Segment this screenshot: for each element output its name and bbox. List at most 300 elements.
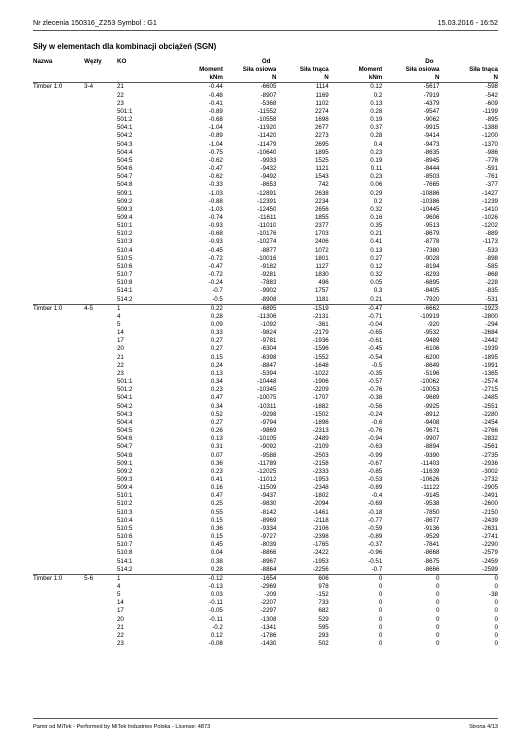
cell-do-moment: -0.76 (368, 427, 383, 435)
cell-wezly (84, 255, 117, 263)
cell-do-sila-tnaca: 0 (494, 615, 498, 623)
cell-do-moment: 0.21 (370, 230, 383, 238)
table-row (33, 492, 498, 500)
cell-do-sila-osiowa: 0 (436, 599, 440, 607)
table-row (33, 500, 498, 508)
cell-wezly (84, 108, 117, 116)
cell-od-sila-osiowa: -1341 (260, 623, 277, 631)
cell-do-moment: 0 (378, 615, 383, 623)
cell-ko: 510:2 (116, 500, 133, 508)
cell-nazwa (33, 533, 84, 541)
cell-od-sila-tnaca: 2695 (314, 140, 329, 148)
table-row (33, 165, 498, 173)
cell-nazwa (33, 149, 84, 157)
cell-od-moment: 0.27 (210, 337, 223, 345)
cell-nazwa (33, 411, 84, 419)
cell-wezly (84, 321, 117, 329)
cell-do-sila-tnaca: -542 (485, 91, 498, 99)
cell-wezly (84, 132, 117, 140)
cell-do-sila-osiowa: -8405 (423, 287, 440, 295)
cell-nazwa (33, 247, 84, 255)
cell-wezly (84, 296, 117, 305)
cell-od-moment: -0.62 (208, 156, 223, 164)
cell-nazwa (33, 92, 84, 100)
cell-do-moment: -0.4 (371, 492, 383, 500)
table-row (33, 247, 498, 255)
cell-wezly (84, 100, 117, 108)
cell-od-sila-osiowa: -8653 (260, 181, 277, 189)
cell-od-sila-tnaca: -1765 (312, 541, 329, 549)
cell-do-moment: -0.38 (368, 394, 383, 402)
cell-od-sila-osiowa: -9781 (260, 337, 277, 345)
cell-wezly (84, 500, 117, 508)
cell-do-sila-tnaca: -2491 (482, 492, 498, 500)
cell-nazwa (33, 165, 84, 173)
col-od: Od (261, 58, 271, 65)
cell-do-moment: 0.23 (370, 173, 383, 181)
cell-do-moment: 0.37 (370, 124, 383, 132)
cell-wezly (84, 460, 117, 468)
cell-do-sila-tnaca: 0 (494, 583, 498, 590)
cell-do-moment: 0 (378, 599, 383, 607)
cell-wezly (84, 640, 117, 648)
cell-do-moment: -0.7 (371, 565, 383, 573)
cell-od-sila-osiowa: -6304 (260, 345, 277, 353)
cell-od-sila-tnaca: -2333 (312, 467, 329, 475)
cell-wezly (84, 238, 117, 246)
col-wezly: Węzły (84, 58, 102, 65)
table-row (33, 427, 498, 435)
cell-od-moment: -1.03 (208, 205, 223, 213)
cell-ko: 504:1 (116, 124, 133, 132)
unit-od-moment: kNm (209, 74, 223, 82)
cell-do-sila-osiowa: -10062 (420, 378, 440, 386)
cell-do-moment: 0.12 (370, 83, 383, 91)
cell-od-sila-osiowa: -10075 (257, 394, 277, 402)
cell-od-moment: 0.28 (210, 312, 223, 320)
cell-od-sila-tnaca: -2106 (312, 524, 329, 532)
table-row (33, 607, 498, 615)
cell-od-moment: 0.04 (210, 549, 223, 557)
unit-do-sila-tnaca: N (493, 74, 498, 82)
cell-od-sila-tnaca: 1801 (314, 254, 329, 262)
cell-od-sila-tnaca: -2209 (312, 386, 329, 394)
cell-wezly (84, 452, 117, 460)
cell-od-sila-osiowa: -7883 (260, 279, 277, 287)
cell-od-sila-osiowa: -8969 (260, 516, 277, 524)
cell-nazwa (33, 616, 84, 624)
cell-od-sila-tnaca: -1707 (312, 394, 329, 402)
cell-do-sila-tnaca: -533 (485, 246, 498, 254)
cell-wezly (84, 157, 117, 165)
table-row (33, 132, 498, 140)
cell-wezly (84, 370, 117, 378)
cell-do-sila-osiowa: 0 (436, 640, 440, 648)
cell-od-moment: 0.15 (210, 516, 223, 524)
cell-do-sila-tnaca: -1199 (482, 107, 498, 115)
cell-do-sila-osiowa: -9689 (423, 394, 440, 402)
cell-do-sila-tnaca: -1895 (482, 353, 498, 361)
cell-do-sila-osiowa: -10053 (420, 386, 440, 394)
cell-od-sila-osiowa: -1654 (260, 574, 277, 582)
cell-od-moment: -0.11 (209, 615, 223, 623)
cell-nazwa (33, 124, 84, 132)
cell-ko: 23 (116, 99, 124, 107)
cell-nazwa (33, 141, 84, 149)
col-nazwa: Nazwa (33, 58, 53, 65)
cell-do-sila-tnaca: -1202 (482, 222, 498, 230)
table-row (33, 116, 498, 124)
cell-ko: 504:4 (116, 148, 133, 156)
cell-od-moment: -0.74 (208, 213, 223, 221)
table-row (33, 533, 498, 541)
table-row (33, 279, 498, 287)
cell-do-sila-osiowa: -7850 (423, 508, 440, 516)
cell-do-sila-osiowa: -11122 (421, 484, 440, 492)
page-header (33, 18, 498, 27)
cell-od-sila-osiowa: -9298 (260, 410, 277, 418)
cell-ko: 504:8 (116, 181, 133, 189)
cell-od-moment: 0.47 (210, 394, 223, 402)
cell-od-moment: -0.93 (208, 238, 223, 246)
cell-od-sila-tnaca: -2503 (312, 451, 329, 459)
table-row (33, 386, 498, 394)
cell-do-moment: 0 (378, 631, 383, 639)
cell-do-sila-tnaca: -1173 (482, 238, 498, 246)
cell-od-sila-osiowa: -8967 (260, 557, 277, 565)
cell-do-sila-osiowa: -9529 (423, 533, 440, 541)
cell-do-sila-tnaca: -835 (485, 287, 498, 295)
cell-do-moment: 0.29 (370, 189, 383, 197)
cell-wezly (84, 492, 117, 500)
cell-do-moment: -0.24 (368, 410, 383, 418)
cell-do-sila-osiowa: -9907 (423, 435, 440, 443)
cell-do-sila-osiowa: -920 (427, 321, 440, 328)
cell-od-moment: 0.13 (210, 435, 223, 443)
cell-ko: 14 (116, 329, 124, 337)
cell-do-sila-osiowa: -10919 (420, 312, 440, 320)
cell-ko: 501:1 (116, 107, 133, 115)
cell-od-sila-tnaca: 2274 (314, 107, 329, 115)
cell-ko: 514:2 (116, 295, 133, 303)
cell-od-sila-tnaca: 2638 (314, 189, 329, 197)
cell-od-sila-osiowa: -8866 (260, 549, 277, 557)
cell-do-sila-tnaca: -377 (485, 181, 498, 189)
cell-od-moment: -0.2 (212, 623, 223, 631)
cell-do-sila-osiowa: -10626 (420, 475, 440, 483)
cell-od-sila-tnaca: 1121 (315, 165, 329, 173)
cell-do-sila-osiowa: -4379 (423, 99, 440, 107)
cell-do-moment: 0.2 (373, 197, 383, 205)
cell-od-sila-osiowa: -11509 (257, 484, 277, 492)
forces-table-container (33, 58, 498, 648)
cell-do-sila-tnaca: -1939 (482, 345, 498, 353)
cell-od-sila-osiowa: -9794 (260, 418, 277, 426)
cell-od-sila-osiowa: -11012 (257, 475, 277, 483)
cell-do-sila-tnaca: -1370 (482, 140, 498, 148)
cell-od-moment: -0.72 (208, 254, 223, 262)
unit-do-sila-osiowa: N (435, 74, 440, 82)
cell-od-sila-tnaca: 2656 (314, 205, 329, 213)
cell-od-sila-osiowa: -9588 (260, 451, 277, 459)
cell-do-moment: -0.69 (368, 500, 383, 508)
table-row (33, 616, 498, 624)
cell-od-sila-osiowa: -5394 (260, 369, 277, 377)
cell-od-sila-osiowa: -2207 (260, 599, 277, 607)
table-row (33, 329, 498, 337)
cell-ko: 20 (116, 345, 124, 353)
cell-wezly (84, 116, 117, 124)
cell-do-moment: -0.96 (368, 549, 383, 557)
cell-nazwa (33, 206, 84, 214)
cell-do-sila-tnaca: -2715 (482, 386, 498, 394)
cell-nazwa (33, 238, 84, 246)
cell-do-sila-tnaca: 0 (494, 640, 498, 648)
cell-od-moment: 0.16 (210, 484, 223, 492)
cell-do-moment: 0 (378, 591, 383, 599)
cell-do-sila-osiowa: -9925 (423, 402, 440, 410)
cell-od-sila-osiowa: -10448 (257, 378, 277, 386)
cell-od-sila-osiowa: -11920 (257, 124, 277, 132)
cell-od-moment: -0.75 (208, 148, 223, 156)
cell-wezly: 4-5 (84, 304, 94, 312)
cell-do-sila-osiowa: -8194 (423, 262, 440, 270)
cell-od-sila-osiowa: -9432 (260, 165, 277, 173)
cell-od-moment: 0.34 (210, 378, 223, 386)
cell-do-sila-osiowa: -6895 (423, 279, 440, 287)
cell-od-sila-tnaca: 1525 (314, 156, 329, 164)
cell-do-sila-osiowa: -9408 (423, 418, 440, 426)
cell-wezly (84, 419, 117, 427)
cell-do-sila-tnaca: -2905 (482, 484, 498, 492)
cell-od-sila-tnaca: -2131 (312, 312, 329, 320)
cell-do-sila-osiowa: -7841 (423, 541, 440, 549)
cell-do-sila-tnaca: -2600 (482, 500, 498, 508)
cell-od-sila-tnaca: -1502 (312, 410, 329, 418)
cell-od-sila-tnaca: -2109 (312, 443, 329, 451)
cell-wezly (84, 591, 117, 599)
cell-od-moment: -0.47 (208, 262, 223, 270)
cell-od-sila-tnaca: -1461 (312, 508, 329, 516)
cell-do-sila-tnaca: -1239 (482, 197, 498, 205)
cell-nazwa (33, 403, 84, 411)
cell-nazwa (33, 607, 84, 615)
unit-od-sila-tnaca: N (324, 74, 329, 82)
cell-od-moment: 0.15 (210, 353, 223, 361)
cell-do-sila-osiowa: -9136 (423, 524, 440, 532)
table-row (33, 100, 498, 108)
cell-wezly (84, 525, 117, 533)
cell-ko: 510:8 (116, 549, 133, 557)
cell-do-moment: 0.32 (370, 271, 383, 279)
cell-od-sila-tnaca: -1648 (312, 361, 329, 369)
col-do: Do (425, 58, 434, 65)
cell-od-sila-osiowa: -8907 (260, 91, 277, 99)
cell-do-moment: -0.67 (368, 459, 383, 467)
cell-nazwa: Timber 1:0 (33, 574, 63, 582)
cell-ko: 510:6 (116, 262, 133, 270)
cell-ko: 504:3 (116, 410, 133, 418)
cell-od-moment: 0.31 (210, 443, 223, 451)
cell-od-moment: -0.13 (208, 583, 223, 590)
cell-wezly (84, 173, 117, 181)
cell-od-moment: 0.34 (210, 402, 223, 410)
cell-do-moment: 0.19 (370, 116, 383, 124)
cell-ko: 504:2 (116, 402, 133, 410)
cell-od-sila-osiowa: -11552 (257, 107, 277, 115)
cell-od-sila-tnaca: -2118 (313, 516, 329, 524)
cell-nazwa (33, 190, 84, 198)
cell-od-sila-osiowa: -6398 (260, 353, 277, 361)
cell-od-moment: -0.05 (208, 607, 223, 615)
cell-od-moment: 0.23 (210, 386, 223, 394)
cell-do-moment: -0.04 (368, 321, 383, 328)
cell-do-sila-tnaca: -591 (485, 165, 498, 173)
cell-od-sila-osiowa: -9492 (260, 173, 277, 181)
cell-ko: 5 (116, 321, 121, 328)
cell-do-sila-osiowa: -9513 (423, 222, 440, 230)
cell-od-moment: 0.28 (210, 565, 223, 573)
cell-do-sila-tnaca: -761 (485, 173, 498, 181)
cell-ko: 1 (116, 574, 121, 582)
cell-do-moment: 0.21 (370, 295, 383, 303)
cell-do-sila-osiowa: -9915 (423, 124, 440, 132)
cell-do-sila-tnaca: -2561 (482, 443, 498, 451)
table-row (33, 509, 498, 517)
col-od-sila-tnaca: Siła tnąca (299, 66, 329, 74)
cell-od-moment: -0.88 (208, 197, 223, 205)
cell-wezly (84, 517, 117, 525)
col-do-sila-tnaca: Siła tnąca (469, 66, 498, 74)
cell-od-sila-osiowa: -11010 (257, 222, 277, 230)
cell-wezly (84, 149, 117, 157)
cell-od-sila-tnaca: 682 (318, 607, 329, 615)
cell-do-sila-tnaca: -294 (485, 321, 498, 328)
cell-wezly (84, 403, 117, 411)
cell-wezly (84, 624, 117, 632)
cell-nazwa (33, 591, 84, 599)
cell-do-sila-tnaca: -895 (485, 116, 498, 124)
cell-nazwa (33, 624, 84, 632)
table-row (33, 238, 498, 246)
cell-od-moment: 0.47 (210, 492, 223, 500)
col-od-moment: Moment (199, 66, 223, 74)
cell-do-moment: 0.32 (370, 205, 383, 213)
cell-wezly (84, 378, 117, 386)
cell-od-sila-osiowa: -10311 (257, 402, 277, 410)
cell-do-sila-tnaca: -2832 (482, 435, 498, 443)
cell-do-moment: -0.89 (368, 484, 383, 492)
cell-do-sila-tnaca: -2599 (482, 565, 498, 573)
cell-od-sila-tnaca: 1543 (314, 173, 329, 181)
cell-do-sila-osiowa: 0 (436, 631, 440, 639)
cell-wezly (84, 279, 117, 287)
cell-wezly (84, 345, 117, 353)
table-row (33, 362, 498, 370)
cell-od-moment: 0.22 (210, 304, 223, 312)
cell-do-sila-osiowa: -9606 (423, 213, 440, 221)
cell-od-moment: -0.93 (208, 222, 223, 230)
cell-nazwa (33, 296, 84, 305)
cell-wezly (84, 181, 117, 189)
cell-od-moment: 0.24 (210, 361, 223, 369)
cell-nazwa (33, 345, 84, 353)
cell-do-sila-osiowa: -8444 (423, 165, 440, 173)
cell-do-sila-osiowa: -5617 (423, 83, 440, 91)
cell-nazwa (33, 198, 84, 206)
cell-od-sila-tnaca: 733 (318, 599, 329, 607)
cell-od-sila-tnaca: 529 (318, 615, 329, 623)
cell-od-sila-osiowa: -1430 (260, 640, 277, 648)
cell-od-moment: 0.26 (210, 427, 223, 435)
cell-nazwa (33, 492, 84, 500)
cell-nazwa (33, 362, 84, 370)
table-row (33, 566, 498, 575)
cell-do-sila-tnaca: -2485 (482, 394, 498, 402)
cell-od-moment: 0.36 (210, 524, 223, 532)
cell-do-sila-tnaca: -2766 (482, 427, 498, 435)
cell-wezly (84, 435, 117, 443)
cell-od-moment: -0.7 (212, 287, 223, 295)
page-number: Strona 4/13 (469, 724, 498, 730)
cell-od-moment: -1.03 (208, 189, 223, 197)
cell-do-sila-osiowa: -9547 (423, 107, 440, 115)
cell-ko: 510:6 (116, 533, 133, 541)
cell-do-moment: 0.4 (373, 140, 383, 148)
cell-ko: 4 (116, 583, 121, 590)
cell-do-moment: -0.6 (371, 418, 383, 426)
cell-od-moment: 0.27 (210, 345, 223, 353)
cell-od-sila-tnaca: -1022 (312, 369, 329, 377)
cell-od-sila-osiowa: -8847 (260, 361, 277, 369)
cell-nazwa (33, 484, 84, 492)
cell-od-sila-tnaca: 2234 (314, 197, 329, 205)
cell-nazwa (33, 640, 84, 648)
cell-do-sila-osiowa: -9390 (423, 451, 440, 459)
cell-do-moment: -0.63 (368, 443, 383, 451)
cell-od-sila-tnaca: -1882 (312, 402, 329, 410)
table-row (33, 583, 498, 591)
cell-ko: 21 (116, 83, 124, 91)
cell-nazwa (33, 468, 84, 476)
cell-ko: 22 (116, 361, 124, 369)
cell-od-sila-osiowa: -9334 (260, 524, 277, 532)
cell-do-moment: -0.76 (368, 386, 383, 394)
cell-nazwa (33, 214, 84, 222)
cell-od-sila-osiowa: -11479 (257, 140, 277, 148)
cell-do-moment: 0 (378, 623, 383, 631)
cell-do-moment: 0 (378, 640, 383, 648)
table-row (33, 92, 498, 100)
cell-do-sila-tnaca: -2732 (482, 475, 498, 483)
cell-do-sila-osiowa: -6200 (423, 353, 440, 361)
cell-do-sila-osiowa: -7920 (423, 295, 440, 303)
table-row (33, 337, 498, 345)
cell-do-sila-tnaca: 0 (494, 623, 498, 631)
cell-ko: 509:3 (116, 475, 133, 483)
cell-od-moment: 0.13 (210, 369, 223, 377)
cell-ko: 509:2 (116, 197, 133, 205)
table-row (33, 214, 498, 222)
cell-nazwa (33, 279, 84, 287)
cell-od-sila-tnaca: 1102 (315, 99, 329, 107)
cell-ko: 510:3 (116, 238, 133, 246)
table-row (33, 411, 498, 419)
cell-od-moment: -0.12 (208, 574, 223, 582)
cell-wezly (84, 599, 117, 607)
cell-do-sila-osiowa: -9473 (423, 140, 440, 148)
cell-od-sila-tnaca: -1519 (312, 304, 329, 312)
